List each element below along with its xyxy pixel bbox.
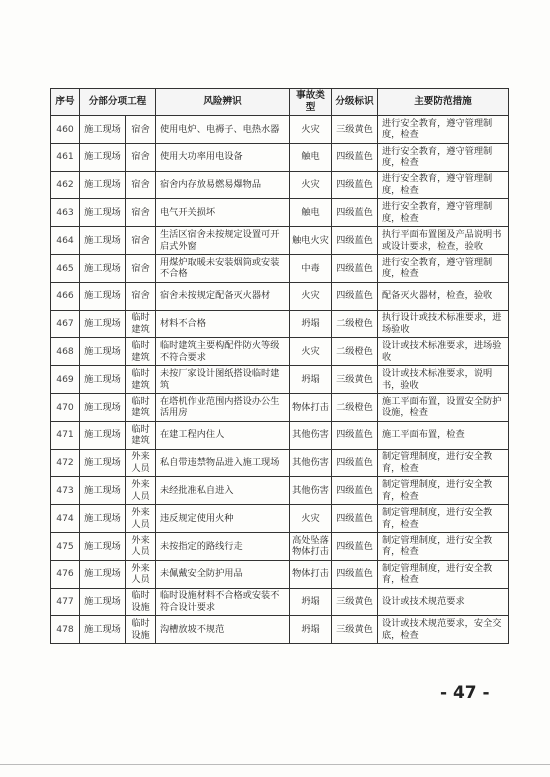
measure-cell: 制定管理制度，进行安全教育，检查 bbox=[378, 532, 509, 560]
risk-cell: 在塔机作业范围内搭设办公生活用房 bbox=[156, 393, 290, 421]
level-cell: 四级蓝色 bbox=[332, 254, 378, 282]
measure-cell: 配备灭火器材，检查，验收 bbox=[378, 282, 509, 310]
category-cell: 施工现场 bbox=[80, 171, 126, 199]
category-cell: 施工现场 bbox=[80, 115, 126, 143]
header-accident-type: 事故类型 bbox=[290, 89, 332, 116]
table-row bbox=[51, 505, 509, 533]
seq-cell: 465 bbox=[51, 254, 80, 282]
accident-type-cell: 坍塌 bbox=[290, 588, 332, 616]
level-cell: 四级蓝色 bbox=[332, 449, 378, 477]
table-row bbox=[51, 171, 509, 199]
table-row bbox=[51, 282, 509, 310]
table-row bbox=[51, 477, 509, 505]
risk-cell: 在建工程内住人 bbox=[156, 421, 290, 449]
category-cell: 施工现场 bbox=[80, 477, 126, 505]
level-cell: 四级蓝色 bbox=[332, 477, 378, 505]
seq-cell: 462 bbox=[51, 171, 80, 199]
measure-cell: 设计或技术标准要求，进场验收 bbox=[378, 338, 509, 366]
risk-cell: 临时设施材料不合格或安装不符合设计要求 bbox=[156, 588, 290, 616]
risk-cell: 使用电炉、电褥子、电热水器 bbox=[156, 115, 290, 143]
level-cell: 四级蓝色 bbox=[332, 421, 378, 449]
table-row bbox=[51, 310, 509, 338]
subcategory-cell: 临时设施 bbox=[126, 616, 156, 644]
accident-type-cell: 其他伤害 bbox=[290, 421, 332, 449]
level-cell: 二级橙色 bbox=[332, 338, 378, 366]
category-cell: 施工现场 bbox=[80, 393, 126, 421]
seq-cell: 478 bbox=[51, 616, 80, 644]
risk-cell: 用煤炉取暖未安装烟筒或安装不合格 bbox=[156, 254, 290, 282]
risk-table bbox=[50, 88, 509, 644]
table-row bbox=[51, 421, 509, 449]
accident-type-cell: 其他伤害 bbox=[290, 449, 332, 477]
risk-cell: 电气开关损坏 bbox=[156, 199, 290, 227]
risk-cell: 材料不合格 bbox=[156, 310, 290, 338]
level-cell: 三级黄色 bbox=[332, 115, 378, 143]
measure-cell: 执行平面布置图及产品说明书或设计要求，检查，验收 bbox=[378, 227, 509, 255]
level-cell: 三级黄色 bbox=[332, 366, 378, 394]
level-cell: 四级蓝色 bbox=[332, 532, 378, 560]
table-row bbox=[51, 393, 509, 421]
measure-cell: 执行设计或技术标准要求，进场验收 bbox=[378, 310, 509, 338]
measure-cell: 进行安全教育，遵守管理制度，检查 bbox=[378, 171, 509, 199]
risk-cell: 未经批准私自进入 bbox=[156, 477, 290, 505]
seq-cell: 473 bbox=[51, 477, 80, 505]
category-cell: 施工现场 bbox=[80, 588, 126, 616]
seq-cell: 469 bbox=[51, 366, 80, 394]
table-row bbox=[51, 532, 509, 560]
subcategory-cell: 宿舍 bbox=[126, 171, 156, 199]
seq-cell: 461 bbox=[51, 143, 80, 171]
table-row bbox=[51, 449, 509, 477]
risk-cell: 未佩戴安全防护用品 bbox=[156, 560, 290, 588]
category-cell: 施工现场 bbox=[80, 310, 126, 338]
seq-cell: 467 bbox=[51, 310, 80, 338]
risk-cell: 临时建筑主要构配件防火等级不符合要求 bbox=[156, 338, 290, 366]
measure-cell: 进行安全教育，遵守管理制度，检查 bbox=[378, 254, 509, 282]
measure-cell: 制定管理制度，进行安全教育，检查 bbox=[378, 560, 509, 588]
risk-cell: 宿舍内存放易燃易爆物品 bbox=[156, 171, 290, 199]
table-row bbox=[51, 115, 509, 143]
seq-cell: 471 bbox=[51, 421, 80, 449]
risk-cell: 未按厂家设计图纸搭设临时建筑 bbox=[156, 366, 290, 394]
header-risk: 风险辨识 bbox=[156, 89, 290, 116]
subcategory-cell: 外来人员 bbox=[126, 477, 156, 505]
level-cell: 四级蓝色 bbox=[332, 505, 378, 533]
accident-type-cell: 火灾 bbox=[290, 115, 332, 143]
category-cell: 施工现场 bbox=[80, 366, 126, 394]
risk-cell: 使用大功率用电设备 bbox=[156, 143, 290, 171]
bottom-rule bbox=[0, 764, 550, 765]
subcategory-cell: 宿舍 bbox=[126, 254, 156, 282]
subcategory-cell: 外来人员 bbox=[126, 560, 156, 588]
seq-cell: 470 bbox=[51, 393, 80, 421]
table-row bbox=[51, 366, 509, 394]
table-row bbox=[51, 254, 509, 282]
measure-cell: 设计或技术规范要求，安全交底，检查 bbox=[378, 616, 509, 644]
subcategory-cell: 临时建筑 bbox=[126, 393, 156, 421]
measure-cell: 进行安全教育，遵守管理制度，检查 bbox=[378, 115, 509, 143]
measure-cell: 制定管理制度，进行安全教育，检查 bbox=[378, 449, 509, 477]
level-cell: 三级黄色 bbox=[332, 588, 378, 616]
accident-type-cell: 坍塌 bbox=[290, 616, 332, 644]
subcategory-cell: 宿舍 bbox=[126, 115, 156, 143]
seq-cell: 463 bbox=[51, 199, 80, 227]
seq-cell: 466 bbox=[51, 282, 80, 310]
risk-cell: 宿舍未按规定配备灭火器材 bbox=[156, 282, 290, 310]
seq-cell: 476 bbox=[51, 560, 80, 588]
subcategory-cell: 外来人员 bbox=[126, 532, 156, 560]
table-row bbox=[51, 588, 509, 616]
risk-cell: 违反规定使用火种 bbox=[156, 505, 290, 533]
accident-type-cell: 触电火灾 bbox=[290, 227, 332, 255]
category-cell: 施工现场 bbox=[80, 199, 126, 227]
seq-cell: 477 bbox=[51, 588, 80, 616]
measure-cell: 设计或技术标准要求，说明书，验收 bbox=[378, 366, 509, 394]
risk-cell: 沟槽放坡不规范 bbox=[156, 616, 290, 644]
table-row bbox=[51, 143, 509, 171]
subcategory-cell: 外来人员 bbox=[126, 449, 156, 477]
accident-type-cell: 物体打击 bbox=[290, 393, 332, 421]
seq-cell: 468 bbox=[51, 338, 80, 366]
table-row bbox=[51, 616, 509, 644]
level-cell: 三级黄色 bbox=[332, 616, 378, 644]
category-cell: 施工现场 bbox=[80, 282, 126, 310]
seq-cell: 475 bbox=[51, 532, 80, 560]
measure-cell: 设计或技术规范要求 bbox=[378, 588, 509, 616]
subcategory-cell: 宿舍 bbox=[126, 143, 156, 171]
table-row bbox=[51, 338, 509, 366]
subcategory-cell: 宿舍 bbox=[126, 282, 156, 310]
level-cell: 二级橙色 bbox=[332, 393, 378, 421]
accident-type-cell: 触电 bbox=[290, 143, 332, 171]
measure-cell: 进行安全教育，遵守管理制度，检查 bbox=[378, 199, 509, 227]
subcategory-cell: 临时建筑 bbox=[126, 366, 156, 394]
accident-type-cell: 高处坠落物体打击 bbox=[290, 532, 332, 560]
category-cell: 施工现场 bbox=[80, 254, 126, 282]
subcategory-cell: 临时建筑 bbox=[126, 338, 156, 366]
category-cell: 施工现场 bbox=[80, 449, 126, 477]
measure-cell: 施工平面布置，检查 bbox=[378, 421, 509, 449]
table-row bbox=[51, 560, 509, 588]
accident-type-cell: 坍塌 bbox=[290, 310, 332, 338]
subcategory-cell: 临时建筑 bbox=[126, 421, 156, 449]
accident-type-cell: 火灾 bbox=[290, 171, 332, 199]
level-cell: 四级蓝色 bbox=[332, 227, 378, 255]
accident-type-cell: 其他伤害 bbox=[290, 477, 332, 505]
accident-type-cell: 中毒 bbox=[290, 254, 332, 282]
seq-cell: 474 bbox=[51, 505, 80, 533]
category-cell: 施工现场 bbox=[80, 338, 126, 366]
subcategory-cell: 临时设施 bbox=[126, 588, 156, 616]
category-cell: 施工现场 bbox=[80, 505, 126, 533]
level-cell: 四级蓝色 bbox=[332, 171, 378, 199]
level-cell: 二级橙色 bbox=[332, 310, 378, 338]
header-division: 分部分项工程 bbox=[80, 89, 156, 116]
header-level: 分级标识 bbox=[332, 89, 378, 116]
header-measures: 主要防范措施 bbox=[378, 89, 509, 116]
measure-cell: 制定管理制度，进行安全教育，检查 bbox=[378, 505, 509, 533]
accident-type-cell: 坍塌 bbox=[290, 366, 332, 394]
category-cell: 施工现场 bbox=[80, 143, 126, 171]
level-cell: 四级蓝色 bbox=[332, 143, 378, 171]
category-cell: 施工现场 bbox=[80, 532, 126, 560]
subcategory-cell: 宿舍 bbox=[126, 199, 156, 227]
measure-cell: 进行安全教育，遵守管理制度，检查 bbox=[378, 143, 509, 171]
table-header bbox=[51, 89, 509, 116]
accident-type-cell: 触电 bbox=[290, 199, 332, 227]
table-row bbox=[51, 227, 509, 255]
subcategory-cell: 外来人员 bbox=[126, 505, 156, 533]
seq-cell: 460 bbox=[51, 115, 80, 143]
accident-type-cell: 火灾 bbox=[290, 282, 332, 310]
table-row bbox=[51, 199, 509, 227]
category-cell: 施工现场 bbox=[80, 560, 126, 588]
risk-cell: 私自带违禁物品进入施工现场 bbox=[156, 449, 290, 477]
subcategory-cell: 宿舍 bbox=[126, 227, 156, 255]
page-number: - 47 - bbox=[440, 683, 490, 703]
category-cell: 施工现场 bbox=[80, 616, 126, 644]
seq-cell: 472 bbox=[51, 449, 80, 477]
subcategory-cell: 临时建筑 bbox=[126, 310, 156, 338]
risk-cell: 生活区宿舍未按规定设置可开启式外窗 bbox=[156, 227, 290, 255]
measure-cell: 施工平面布置，设置安全防护设施，检查 bbox=[378, 393, 509, 421]
header-seq: 序号 bbox=[51, 89, 80, 116]
category-cell: 施工现场 bbox=[80, 227, 126, 255]
accident-type-cell: 物体打击 bbox=[290, 560, 332, 588]
level-cell: 四级蓝色 bbox=[332, 282, 378, 310]
table-body bbox=[51, 115, 509, 643]
accident-type-cell: 火灾 bbox=[290, 338, 332, 366]
level-cell: 四级蓝色 bbox=[332, 199, 378, 227]
measure-cell: 制定管理制度，进行安全教育，检查 bbox=[378, 477, 509, 505]
seq-cell: 464 bbox=[51, 227, 80, 255]
accident-type-cell: 火灾 bbox=[290, 505, 332, 533]
level-cell: 四级蓝色 bbox=[332, 560, 378, 588]
category-cell: 施工现场 bbox=[80, 421, 126, 449]
risk-cell: 未按指定的路线行走 bbox=[156, 532, 290, 560]
